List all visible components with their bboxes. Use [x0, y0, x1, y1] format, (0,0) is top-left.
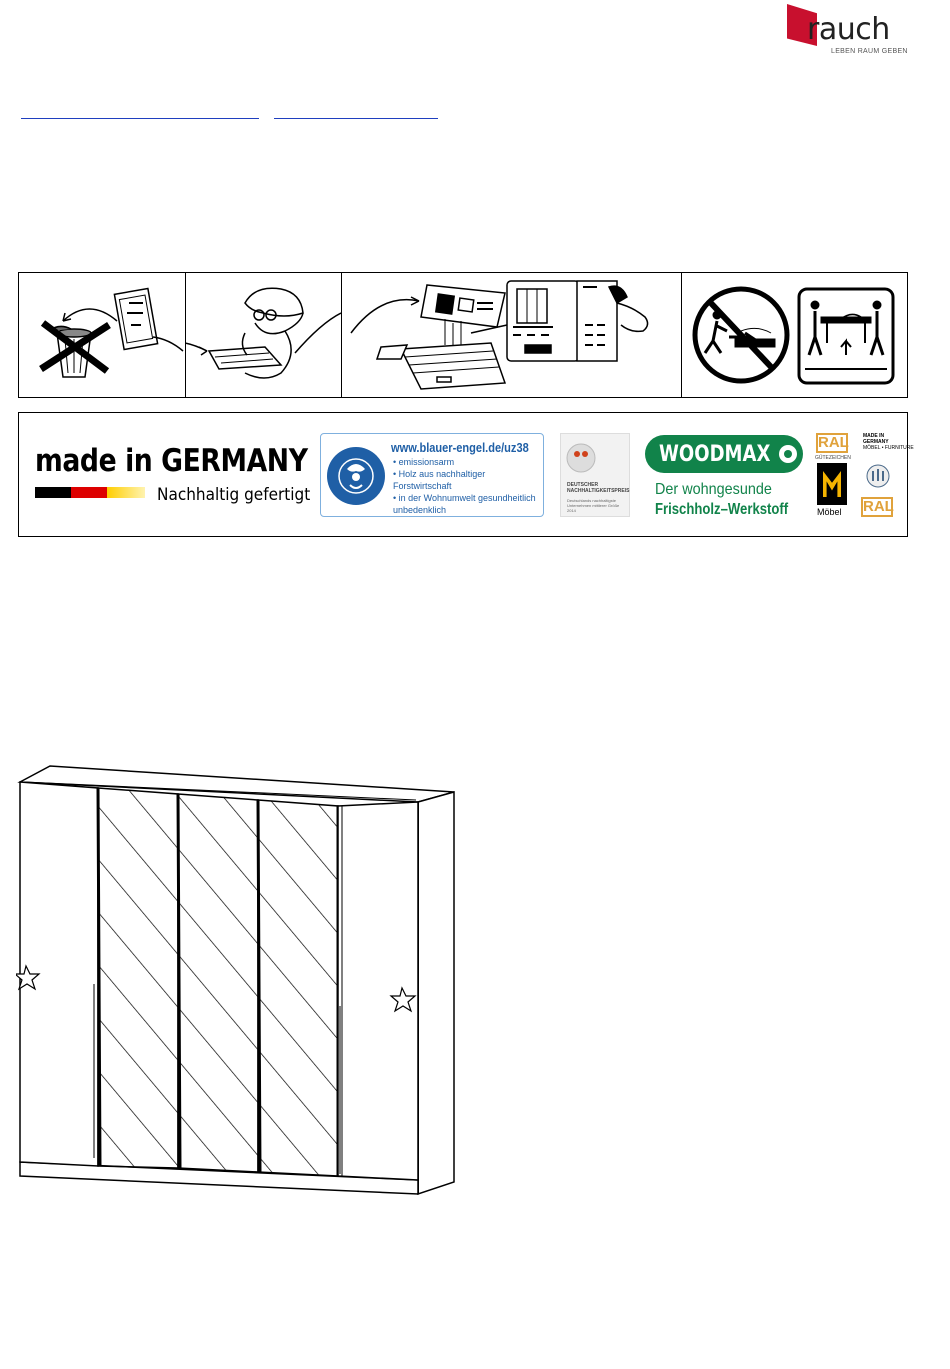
blauer-engel-seal-icon	[325, 437, 387, 515]
blauer-engel-point: • in der Wohnumwelt gesundheitlich unbedenklich	[393, 492, 543, 516]
flag-stripe-gold	[107, 487, 145, 498]
dnp-subtitle: Deutschlands nachhaltigste Unternehmen mittlerer Größe 2014	[567, 498, 620, 513]
wardrobe-drawing	[16, 762, 458, 1198]
brand-tagline: LEBEN RAUM GEBEN	[831, 48, 908, 55]
link-1[interactable]	[21, 102, 259, 119]
instruction-read-manual	[185, 273, 342, 397]
flag-stripe-black	[35, 487, 71, 498]
blauer-engel-point: • emissionsarm	[393, 456, 543, 468]
woodmax-logo	[645, 435, 803, 473]
no-drag-lift-icon	[681, 273, 907, 397]
made-in-germany-title: made in GERMANY	[35, 443, 308, 479]
blauer-engel-url: www.blauer-engel.de/uz38	[391, 440, 529, 455]
no-trash-icon	[19, 273, 185, 397]
instruction-file-manual	[341, 273, 682, 397]
dnp-title: DEUTSCHER NACHHALTIGKEITSPREIS	[567, 482, 630, 494]
ral-label: RAL	[818, 434, 849, 451]
file-manual-icon	[341, 273, 681, 397]
woodmax-badge	[645, 435, 805, 525]
ral-mig-sub: MÖBEL • FURNITURE	[863, 445, 914, 451]
woodmax-logo-text: WOODMAX	[659, 442, 771, 467]
blauer-engel-points	[393, 456, 543, 516]
award-sphere-icon	[561, 434, 631, 478]
ral-m-icon	[817, 463, 847, 505]
instruction-strip	[18, 272, 908, 398]
sustainable-label: Nachhaltig gefertigt	[157, 485, 311, 505]
nachhaltigkeitspreis-badge	[560, 433, 630, 517]
brand-name: rauch	[807, 12, 890, 47]
blauer-engel-badge	[320, 433, 544, 517]
woodmax-line-2: Frischholz–Werkstoff	[655, 501, 789, 518]
ral-mig-title: MADE IN GERMANY	[863, 433, 889, 445]
brand-logo	[787, 2, 909, 62]
blauer-engel-point: • Holz aus nachhaltiger Forstwirtschaft	[393, 468, 543, 492]
certification-strip	[18, 412, 914, 537]
ral-moebel-badge	[815, 433, 851, 519]
ral-mig-badge	[861, 433, 914, 519]
link-2[interactable]	[274, 102, 438, 119]
ral-mig-seal-icon	[863, 461, 893, 491]
ral-label-2: RAL	[863, 498, 894, 515]
instruction-no-trash	[19, 273, 186, 397]
read-manual-icon	[185, 273, 341, 397]
flag-stripe-red	[71, 487, 107, 498]
woodmax-dot-icon	[779, 445, 797, 463]
ral-guete: GÜTEZEICHEN	[815, 455, 851, 461]
ral-moebel-text: Möbel	[817, 507, 842, 517]
instruction-lift-not-drag	[681, 273, 907, 397]
woodmax-line-1: Der wohngesunde	[655, 481, 772, 498]
